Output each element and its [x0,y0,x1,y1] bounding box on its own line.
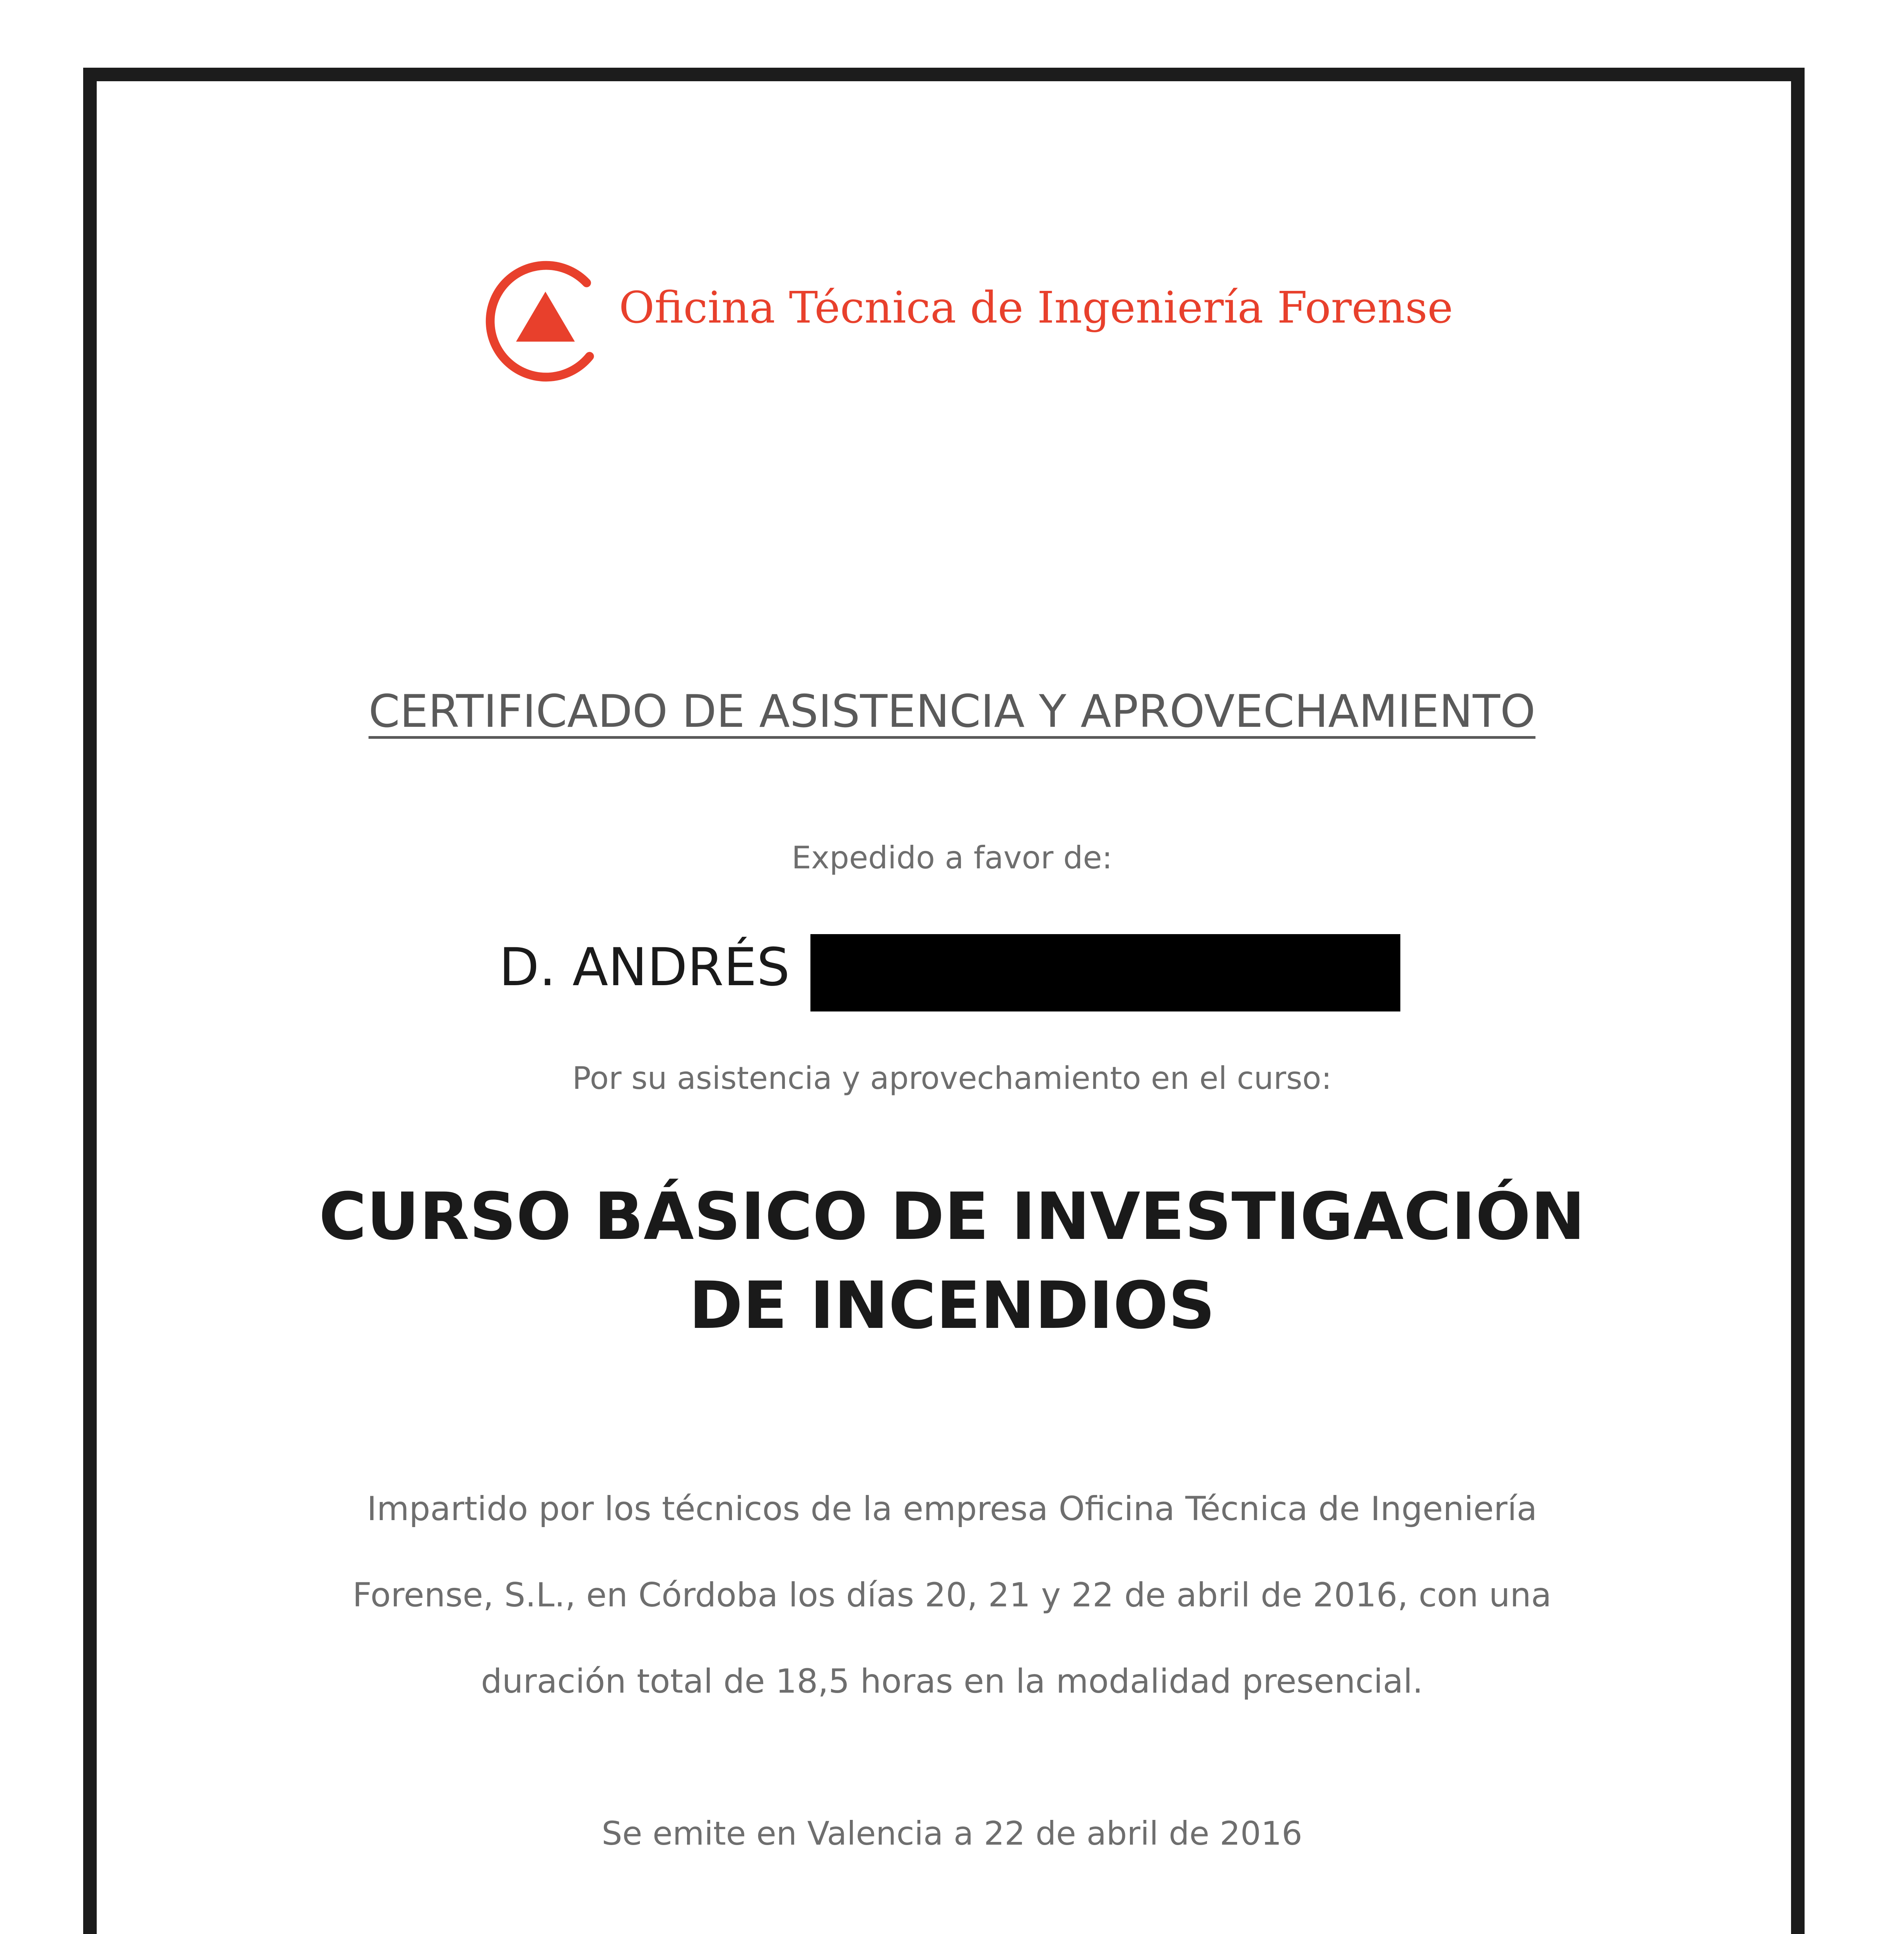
course-description [0,1466,1904,1725]
redaction-bar [810,934,1400,1011]
course-title-line-1: CURSO BÁSICO DE INVESTIGACIÓN [319,1179,1585,1254]
course-title-line-2: DE INCENDIOS [689,1268,1215,1343]
course-title [0,1172,1904,1350]
description-line-2: Forense, S.L., en Córdoba los días 20, 21 y 22 de abril de 2016, con una [352,1576,1552,1615]
recipient-name: D. ANDRÉS [499,937,790,998]
attendance-text: Por su asistencia y aprovechamiento en el curso: [572,1060,1332,1096]
issue-place-date: Se emite en Valencia a 22 de abril de 2016 [602,1814,1302,1852]
certificate-title: CERTIFICADO DE ASISTENCIA Y APROVECHAMIENTO [368,685,1536,738]
description-line-1: Impartido por los técnicos de la empresa Oficina Técnica de Ingeniería [367,1490,1537,1528]
issued-to-label: Expedido a favor de: [791,840,1113,876]
triangle-in-circle-logo-icon [472,248,619,395]
brand-name: Oficina Técnica de Ingeniería Forense [619,283,1453,333]
description-line-3: duración total de 18,5 horas en la modalidad presencial. [481,1662,1423,1701]
